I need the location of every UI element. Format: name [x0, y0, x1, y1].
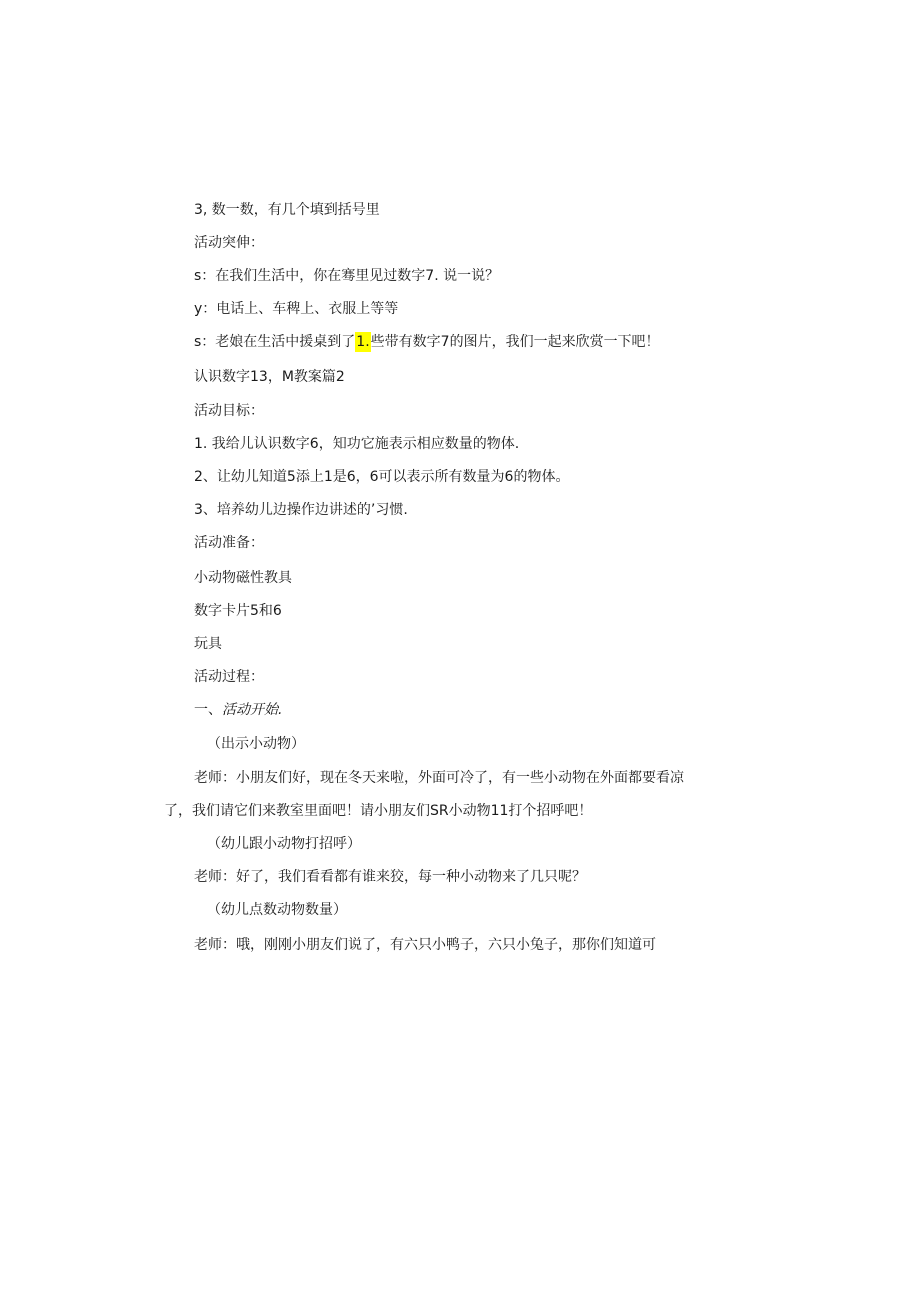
text-line-children-answer: y：电话上、车稗上、衣服上等等	[194, 301, 399, 317]
text-line-teacher-pictures	[194, 332, 660, 352]
text-line-goal-3: 3、培养幼儿边操作边讲述的’习惯.	[194, 502, 408, 518]
text-line-step-3: 3, 数一数，有几个填到括号里	[194, 202, 380, 218]
text-line-preparation-heading: 活动准备：	[194, 535, 264, 551]
text-line-process-heading: 活动过程：	[194, 669, 264, 685]
text-line-lesson-title: 认识数字13，M教案篇2	[194, 369, 345, 385]
text-line-goals-heading: 活动目标：	[194, 403, 264, 419]
section-number: 一、	[194, 702, 222, 718]
text-line-show-animals: （出示小动物）	[207, 736, 305, 752]
text-line-goal-1: 1. 我给儿认识数字6，知功它施表示相应数量的物体.	[194, 436, 520, 452]
text-line-material-3: 玩具	[194, 636, 222, 652]
text-line-children-greet: （幼儿跟小动物打招呼）	[207, 836, 361, 852]
text-segment-post: 些带有数字7的图片，我们一起来欣赏一下吧！	[370, 334, 660, 350]
text-line-goal-2: 2、让幼儿知道5添上1是6，6可以表示所有数量为6的物体。	[194, 469, 570, 485]
text-line-teacher-count: 老师：好了，我们看看都有谁来狡，每一种小动物来了几只呢？	[194, 869, 586, 885]
text-line-teacher-greeting: 老师：小朋友们好，现在冬天来啦，外面可冷了，有一些小动物在外面都要看凉	[194, 770, 684, 786]
text-line-teacher-summary: 老师：哦，刚刚小朋友们说了，有六只小鸭子，六只小兔子，那你们知道可	[194, 937, 656, 953]
text-line-children-count: （幼儿点数动物数量）	[207, 902, 347, 918]
text-line-material-1: 小动物磁性教具	[194, 570, 292, 586]
text-line-teacher-greeting-cont: 了，我们请它们来教室里面吧！请小朋友们SR小动物11打个招呼吧！	[164, 803, 593, 819]
text-segment-pre: s：老娘在生活中援桌到了	[194, 334, 356, 350]
section-title: 活动开始.	[222, 702, 283, 718]
text-line-section-1	[194, 700, 282, 720]
text-line-activity-extension-heading: 活动突伸：	[194, 235, 264, 251]
text-line-material-2: 数字卡片5和6	[194, 603, 282, 619]
highlighted-text: 1.	[356, 334, 370, 350]
text-line-teacher-question: s：在我们生活中，你在骞里见过数字7. 说一说？	[194, 268, 500, 284]
